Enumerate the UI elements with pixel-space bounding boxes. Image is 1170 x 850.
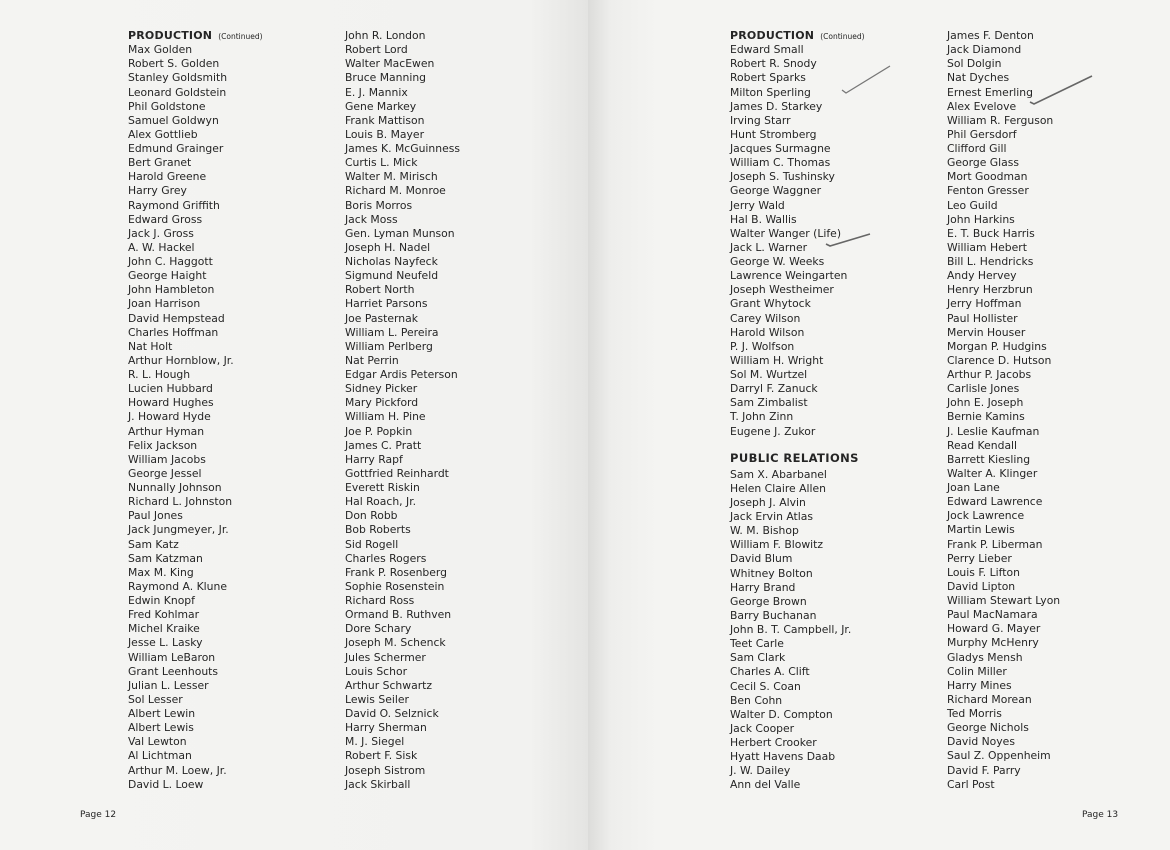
list-item: Carey Wilson	[730, 311, 801, 325]
list-item: Nat Holt	[128, 339, 173, 353]
list-item: Fred Kohlmar	[128, 608, 200, 622]
list-item: David O. Selznick	[345, 707, 439, 720]
list-item: Sam Clark	[730, 651, 786, 665]
right-page	[588, 0, 1170, 850]
list-item: Jesse L. Lasky	[128, 636, 203, 650]
list-item: Irving Starr	[730, 113, 791, 127]
list-item: Nat Perrin	[345, 353, 399, 367]
list-item: Louis F. Lifton	[947, 565, 1020, 579]
list-item: William R. Ferguson	[947, 113, 1054, 127]
list-item: Perry Lieber	[947, 551, 1012, 565]
list-item: William H. Wright	[730, 353, 824, 367]
list-item: Jack Moss	[345, 212, 398, 226]
list-item: Teet Carle	[730, 637, 784, 651]
list-item: Grant Leenhouts	[128, 664, 219, 678]
list-item: J. Leslie Kaufman	[947, 424, 1040, 438]
list-item: Gladys Mensh	[947, 650, 1023, 664]
list-item: R. L. Hough	[128, 368, 191, 381]
list-item: Curtis L. Mick	[345, 156, 418, 170]
list-item: Edward Lawrence	[947, 495, 1043, 509]
list-item: John C. Haggott	[128, 255, 213, 268]
list-item: Raymond Griffith	[128, 198, 220, 212]
section-title: PRODUCTION	[730, 29, 815, 42]
list-item: Gottfried Reinhardt	[345, 466, 449, 480]
section-note: (Continued)	[218, 32, 263, 41]
list-item: George W. Weeks	[730, 255, 825, 268]
list-item: Alex Evelove	[947, 99, 1017, 113]
list-item: Hal Roach, Jr.	[345, 495, 417, 509]
list-item: Nat Dyches	[947, 71, 1010, 85]
list-item: James K. McGuinness	[345, 142, 461, 155]
list-item: Bernie Kamins	[947, 410, 1025, 424]
list-item: William L. Pereira	[345, 325, 439, 339]
list-item: Paul Hollister	[947, 311, 1018, 325]
list-item: Harold Greene	[128, 170, 207, 184]
list-item: Gen. Lyman Munson	[345, 226, 455, 240]
list-item: Frank P. Rosenberg	[345, 565, 448, 579]
list-item: William F. Blowitz	[730, 538, 824, 552]
list-item: Ann del Valle	[730, 778, 801, 792]
list-item: Sam Katz	[128, 537, 179, 551]
list-item: Robert North	[345, 283, 415, 297]
list-item: Ben Cohn	[730, 693, 783, 707]
list-item: Sidney Picker	[345, 382, 418, 396]
list-item: William Stewart Lyon	[947, 594, 1061, 607]
list-item: Howard Hughes	[128, 396, 214, 410]
list-item: Joseph Westheimer	[730, 283, 834, 297]
list-item: Felix Jackson	[128, 438, 198, 452]
list-item: Edgar Ardis Peterson	[345, 368, 458, 381]
list-item: Sol Dolgin	[947, 57, 1002, 71]
list-item: Dore Schary	[345, 622, 412, 636]
list-item: Charles A. Clift	[730, 665, 810, 679]
list-item: J. W. Dailey	[730, 764, 791, 778]
list-item: Arthur M. Loew, Jr.	[128, 763, 227, 777]
list-item: Stanley Goldsmith	[128, 71, 228, 85]
list-item: W. M. Bishop	[730, 524, 799, 538]
list-item: Joseph M. Schenck	[345, 636, 446, 650]
list-item: A. W. Hackel	[128, 240, 195, 254]
list-item: Colin Miller	[947, 664, 1007, 678]
list-item: John E. Joseph	[947, 396, 1024, 410]
list-item: Darryl F. Zanuck	[730, 382, 818, 396]
list-item: Louis Schor	[345, 664, 408, 678]
list-item: Bruce Manning	[345, 71, 427, 85]
list-item: Eugene J. Zukor	[730, 424, 816, 438]
list-item: George Brown	[730, 594, 807, 608]
list-item: Robert F. Sisk	[345, 749, 418, 763]
list-item: Sol Lesser	[128, 692, 183, 706]
list-item: William Perlberg	[345, 339, 433, 353]
list-item: Sigmund Neufeld	[345, 269, 439, 283]
list-item: John Hambleton	[128, 283, 215, 297]
list-item: Ted Morris	[947, 707, 1002, 720]
list-item: John R. London	[345, 29, 426, 42]
list-item: John B. T. Campbell, Jr.	[730, 623, 852, 636]
list-item: Nunnally Johnson	[128, 481, 222, 494]
list-item: Saul Z. Oppenheim	[947, 749, 1051, 763]
list-item: Walter M. Mirisch	[345, 170, 438, 184]
list-item: Barrett Kiesling	[947, 452, 1031, 466]
name-column-3	[730, 29, 865, 793]
list-item: Albert Lewin	[128, 707, 196, 720]
list-item: Bill L. Hendricks	[947, 255, 1034, 268]
list-item: Jock Lawrence	[947, 509, 1025, 523]
list-item: Barry Buchanan	[730, 608, 817, 622]
name-column-4	[947, 29, 1060, 792]
list-item: Lucien Hubbard	[128, 382, 213, 396]
section-header-production	[128, 29, 263, 43]
list-item: Walter A. Klinger	[947, 466, 1038, 480]
list-item: Joan Harrison	[128, 297, 201, 311]
list-item: Richard L. Johnston	[128, 495, 233, 509]
list-item: Mort Goodman	[947, 170, 1028, 184]
list-item: Andy Hervey	[947, 269, 1017, 283]
list-item: Max M. King	[128, 565, 194, 579]
name-column-1	[128, 29, 263, 792]
list-item: Carlisle Jones	[947, 382, 1020, 396]
list-item: Whitney Bolton	[730, 566, 813, 580]
list-item: Richard Morean	[947, 692, 1032, 706]
list-item: Paul Jones	[128, 509, 183, 523]
list-item: William C. Thomas	[730, 156, 831, 170]
list-item: Walter MacEwen	[345, 57, 435, 71]
list-item: David F. Parry	[947, 763, 1021, 777]
list-item: Sol M. Wurtzel	[730, 368, 808, 381]
list-item: Edwin Knopf	[128, 594, 195, 607]
list-item: Everett Riskin	[345, 481, 420, 494]
list-item: Joseph J. Alvin	[730, 495, 806, 509]
list-item: Walter D. Compton	[730, 707, 833, 721]
list-item: Charles Hoffman	[128, 325, 219, 339]
list-item: Bert Granet	[128, 156, 192, 170]
list-item: Sam Katzman	[128, 551, 203, 565]
list-item: James D. Starkey	[730, 99, 823, 113]
page-number: Page 12	[80, 810, 117, 820]
list-item: Paul MacNamara	[947, 608, 1038, 622]
list-item: James C. Pratt	[345, 438, 422, 452]
list-item: Joseph S. Tushinsky	[730, 170, 835, 184]
list-item: Richard M. Monroe	[345, 184, 446, 198]
list-item: Grant Whytock	[730, 297, 811, 311]
list-item: Arthur Schwartz	[345, 678, 433, 692]
list-item: George Waggner	[730, 184, 822, 198]
list-item: Sam X. Abarbanel	[730, 467, 827, 481]
list-item: Hal B. Wallis	[730, 212, 797, 226]
list-item: Joseph H. Nadel	[345, 240, 431, 254]
list-item: Jerry Wald	[730, 198, 785, 212]
list-item: Alex Gottlieb	[128, 127, 198, 141]
list-item: Boris Morros	[345, 198, 413, 212]
list-item: Martin Lewis	[947, 523, 1015, 537]
section-header-public-relations: PUBLIC RELATIONS	[730, 450, 859, 465]
list-item: Edward Gross	[128, 212, 203, 226]
list-item: David Hempstead	[128, 311, 225, 325]
list-item: Mervin Houser	[947, 325, 1026, 339]
list-item: Michel Kraike	[128, 622, 200, 636]
list-item: Herbert Crooker	[730, 736, 817, 749]
name-column-2	[345, 29, 460, 792]
list-item: Read Kendall	[947, 438, 1018, 452]
list-item: Arthur Hyman	[128, 424, 205, 438]
list-item: Sid Rogell	[345, 537, 399, 551]
list-item: Sam Zimbalist	[730, 396, 808, 410]
list-item: Sophie Rosenstein	[345, 579, 445, 593]
list-item: William Jacobs	[128, 452, 206, 466]
list-item: Charles Rogers	[345, 551, 427, 565]
list-item: Jules Schermer	[345, 650, 426, 664]
list-item: Phil Gersdorf	[947, 127, 1017, 141]
list-item: Bob Roberts	[345, 523, 411, 537]
list-item: Harry Rapf	[345, 452, 403, 466]
list-item: Val Lewton	[128, 735, 187, 749]
list-item: Jack Diamond	[947, 43, 1022, 57]
list-item: Clifford Gill	[947, 142, 1007, 155]
list-item: Jacques Surmagne	[730, 142, 831, 155]
list-item: Robert Lord	[345, 43, 408, 57]
list-item: Jack J. Gross	[128, 226, 194, 240]
list-item: Howard G. Mayer	[947, 622, 1041, 636]
list-item: Leo Guild	[947, 198, 998, 212]
list-item: George Glass	[947, 156, 1020, 170]
list-item: Arthur P. Jacobs	[947, 368, 1032, 381]
list-item: Fenton Gresser	[947, 184, 1029, 198]
list-item: Jack Jungmeyer, Jr.	[128, 523, 229, 537]
list-item: Joe Pasternak	[345, 311, 418, 325]
section-title: PRODUCTION	[128, 29, 213, 42]
list-item: E. T. Buck Harris	[947, 226, 1035, 240]
list-item: Jack Ervin Atlas	[730, 510, 814, 523]
list-item: E. J. Mannix	[345, 85, 408, 99]
list-item: Leonard Goldstein	[128, 85, 227, 99]
list-item: David Lipton	[947, 579, 1016, 593]
page-number: Page 13	[1082, 810, 1119, 820]
list-item: Julian L. Lesser	[128, 678, 209, 692]
list-item: Ernest Emerling	[947, 85, 1033, 99]
list-item: Albert Lewis	[128, 721, 194, 735]
list-item: Hyatt Havens Daab	[730, 750, 836, 764]
list-item: Robert Sparks	[730, 71, 806, 85]
list-item: Lawrence Weingarten	[730, 269, 848, 283]
list-item: Cecil S. Coan	[730, 679, 801, 693]
list-item: Edmund Grainger	[128, 142, 224, 155]
list-item: Harriet Parsons	[345, 297, 428, 311]
list-item: Joan Lane	[947, 481, 1000, 494]
list-item: David L. Loew	[128, 777, 204, 791]
list-item: Max Golden	[128, 43, 193, 57]
list-item: Richard Ross	[345, 594, 415, 607]
list-item: William H. Pine	[345, 410, 426, 424]
list-item: Harry Brand	[730, 580, 796, 594]
list-item: William Hebert	[947, 240, 1027, 254]
list-item: James F. Denton	[947, 29, 1034, 42]
list-item: Joe P. Popkin	[345, 424, 413, 438]
list-item: Harry Grey	[128, 184, 187, 198]
list-item: Henry Herzbrun	[947, 283, 1033, 297]
list-item: George Jessel	[128, 466, 202, 480]
list-item: Jerry Hoffman	[947, 297, 1022, 311]
list-item: Hunt Stromberg	[730, 127, 817, 141]
list-item: David Blum	[730, 552, 793, 566]
list-item: Robert S. Golden	[128, 57, 220, 71]
list-item: John Harkins	[947, 212, 1015, 226]
list-item: Jack Skirball	[345, 777, 411, 791]
list-item: Walter Wanger (Life)	[730, 226, 842, 240]
list-item: J. Howard Hyde	[128, 410, 211, 424]
list-item: George Nichols	[947, 721, 1029, 735]
list-item: Jack L. Warner	[730, 240, 808, 254]
list-item: Nicholas Nayfeck	[345, 255, 438, 268]
list-item: Raymond A. Klune	[128, 579, 227, 593]
list-item: Gene Markey	[345, 99, 417, 113]
list-item: Frank P. Liberman	[947, 537, 1043, 551]
list-item: David Noyes	[947, 735, 1015, 749]
list-item: Robert R. Snody	[730, 57, 817, 71]
list-item: Jack Cooper	[730, 721, 795, 735]
list-item: Mary Pickford	[345, 396, 419, 410]
list-item: Ormand B. Ruthven	[345, 608, 452, 622]
list-item: Phil Goldstone	[128, 99, 206, 113]
list-item: Lewis Seiler	[345, 692, 409, 706]
list-item: Murphy McHenry	[947, 636, 1039, 650]
section-header-production	[730, 29, 865, 43]
list-item: T. John Zinn	[730, 410, 794, 424]
list-item: Don Robb	[345, 509, 398, 523]
list-item: P. J. Wolfson	[730, 339, 795, 353]
section-note: (Continued)	[820, 32, 865, 41]
list-item: Harry Sherman	[345, 721, 427, 735]
list-item: Clarence D. Hutson	[947, 353, 1052, 367]
list-item: M. J. Siegel	[345, 735, 405, 749]
list-item: Milton Sperling	[730, 85, 811, 99]
list-item: Arthur Hornblow, Jr.	[128, 353, 234, 367]
list-item: Al Lichtman	[128, 749, 192, 763]
list-item: Joseph Sistrom	[345, 763, 426, 777]
list-item: Morgan P. Hudgins	[947, 339, 1047, 353]
list-item: Edward Small	[730, 43, 804, 57]
list-item: Frank Mattison	[345, 113, 425, 127]
list-item: Helen Claire Allen	[730, 481, 826, 495]
list-item: Carl Post	[947, 777, 995, 791]
list-item: William LeBaron	[128, 650, 216, 664]
list-item: Samuel Goldwyn	[128, 113, 219, 127]
list-item: Louis B. Mayer	[345, 127, 425, 141]
list-item: Harry Mines	[947, 678, 1012, 692]
list-item: Harold Wilson	[730, 325, 805, 339]
list-item: George Haight	[128, 269, 207, 283]
